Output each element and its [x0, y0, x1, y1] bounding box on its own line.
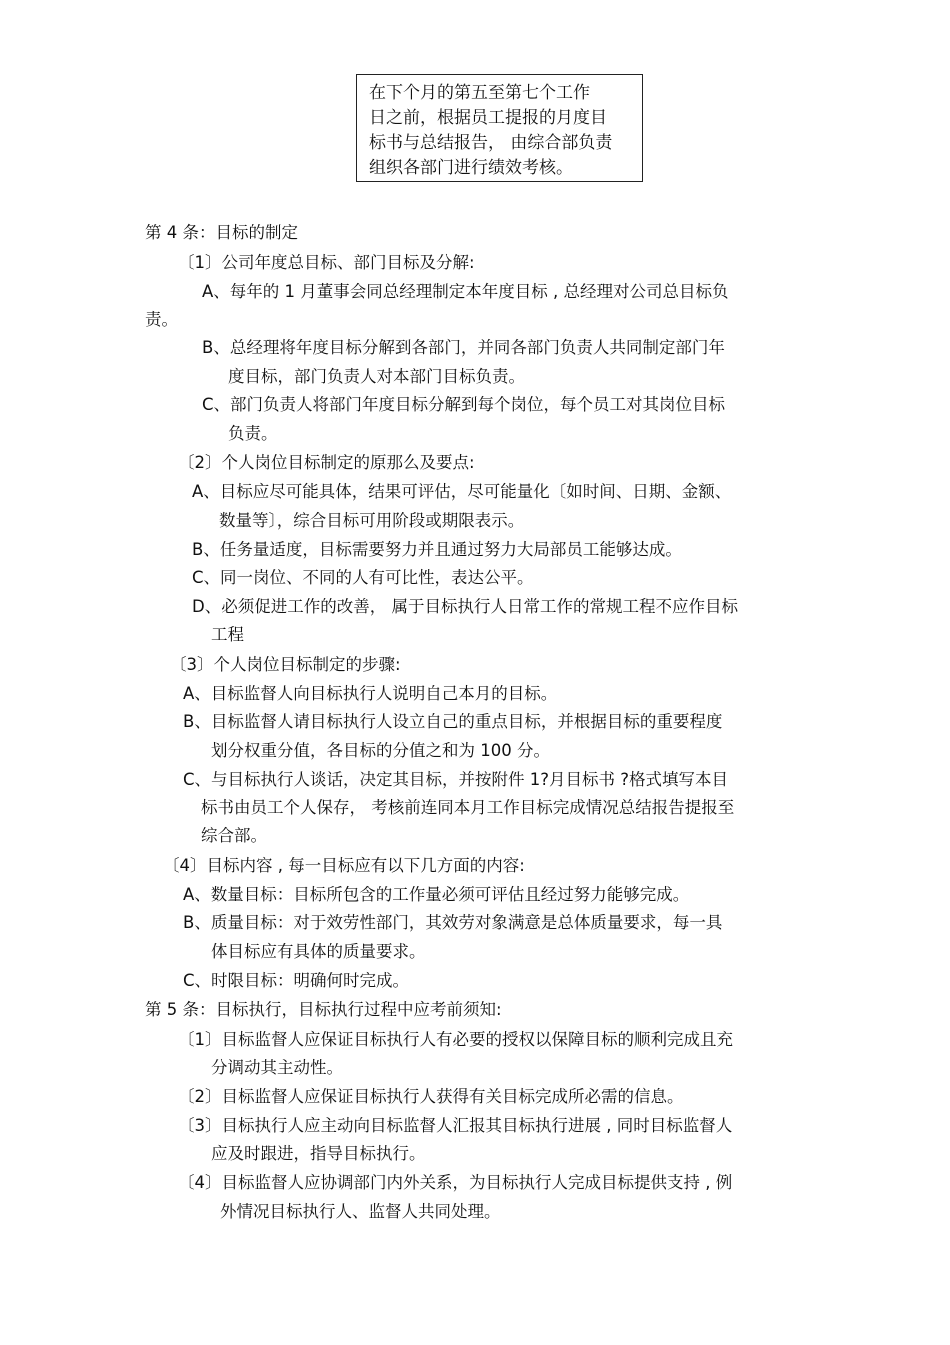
text-line: 划分权重分值，各目标的分值之和为 100 分。 [211, 741, 550, 760]
text-line: 分调动其主动性。 [211, 1058, 343, 1077]
text-line: 〔2〕目标监督人应保证目标执行人获得有关目标完成所必需的信息。 [178, 1087, 684, 1106]
text-line: B、任务量适度，目标需要努力并且通过努力大局部员工能够达成。 [192, 540, 682, 559]
text-line: C、同一岗位、不同的人有可比性，表达公平。 [192, 568, 534, 587]
text-line: 工程 [211, 625, 244, 644]
text-line: 应及时跟进，指导目标执行。 [211, 1144, 426, 1163]
text-line: 〔1〕目标监督人应保证目标执行人有必要的授权以保障目标的顺利完成且充 [178, 1030, 733, 1049]
text-line: 〔4〕目标监督人应协调部门内外关系，为目标执行人完成目标提供支持 , 例 [178, 1173, 733, 1192]
section-heading: 〔3〕个人岗位目标制定的步骤: [170, 655, 401, 674]
boxed-note-line: 在下个月的第五至第七个工作 [369, 83, 590, 103]
text-line: A、目标应尽可能具体，结果可评估，尽可能量化〔如时间、日期、金额、 [192, 482, 732, 501]
text-line: A、数量目标：目标所包含的工作量必须可评估且经过努力能够完成。 [183, 885, 690, 904]
boxed-note-line: 日之前，根据员工提报的月度目 [369, 108, 607, 128]
text-line: 数量等〕，综合目标可用阶段或期限表示。 [219, 511, 525, 530]
section-heading: 〔1〕公司年度总目标、部门目标及分解: [178, 253, 475, 272]
text-line: 〔3〕目标执行人应主动向目标监督人汇报其目标执行进展 , 同时目标监督人 [178, 1116, 733, 1135]
article-5-heading: 第 5 条：目标执行，目标执行过程中应考前须知: [145, 1000, 502, 1019]
text-line: 度目标，部门负责人对本部门目标负责。 [228, 367, 525, 386]
boxed-note-line: 组织各部门进行绩效考核。 [369, 158, 573, 178]
text-line: C、与目标执行人谈话，决定其目标，并按附件 1?月目标书 ?格式填写本目 [183, 770, 729, 789]
text-line: 体目标应有具体的质量要求。 [211, 942, 426, 961]
text-line: C、部门负责人将部门年度目标分解到每个岗位，每个员工对其岗位目标 [202, 395, 726, 414]
text-line: B、质量目标：对于效劳性部门，其效劳对象满意是总体质量要求，每一具 [183, 913, 723, 932]
boxed-note [356, 74, 643, 182]
boxed-note-line: 标书与总结报告， 由综合部负责 [369, 133, 613, 153]
text-line: 负责。 [228, 424, 278, 443]
text-line: 标书由员工个人保存， 考核前连同本月工作目标完成情况总结报告提报至 [201, 798, 735, 817]
text-line: 责。 [145, 310, 178, 329]
section-heading: 〔2〕个人岗位目标制定的原那么及要点: [178, 453, 475, 472]
section-heading: 〔4〕目标内容 , 每一目标应有以下几方面的内容: [163, 856, 525, 875]
text-line: 外情况目标执行人、监督人共同处理。 [220, 1202, 501, 1221]
text-line: D、必须促进工作的改善， 属于目标执行人日常工作的常规工程不应作目标 [192, 597, 738, 616]
article-4-heading: 第 4 条：目标的制定 [145, 223, 298, 242]
text-line: B、目标监督人请目标执行人设立自己的重点目标，并根据目标的重要程度 [183, 712, 723, 731]
text-line: C、时限目标：明确何时完成。 [183, 971, 410, 990]
text-line: B、总经理将年度目标分解到各部门，并同各部门负责人共同制定部门年 [202, 338, 725, 357]
text-line: 综合部。 [201, 826, 267, 845]
text-line: A、每年的 1 月董事会同总经理制定本年度目标 , 总经理对公司总目标负 [202, 282, 729, 301]
text-line: A、目标监督人向目标执行人说明自己本月的目标。 [183, 684, 558, 703]
